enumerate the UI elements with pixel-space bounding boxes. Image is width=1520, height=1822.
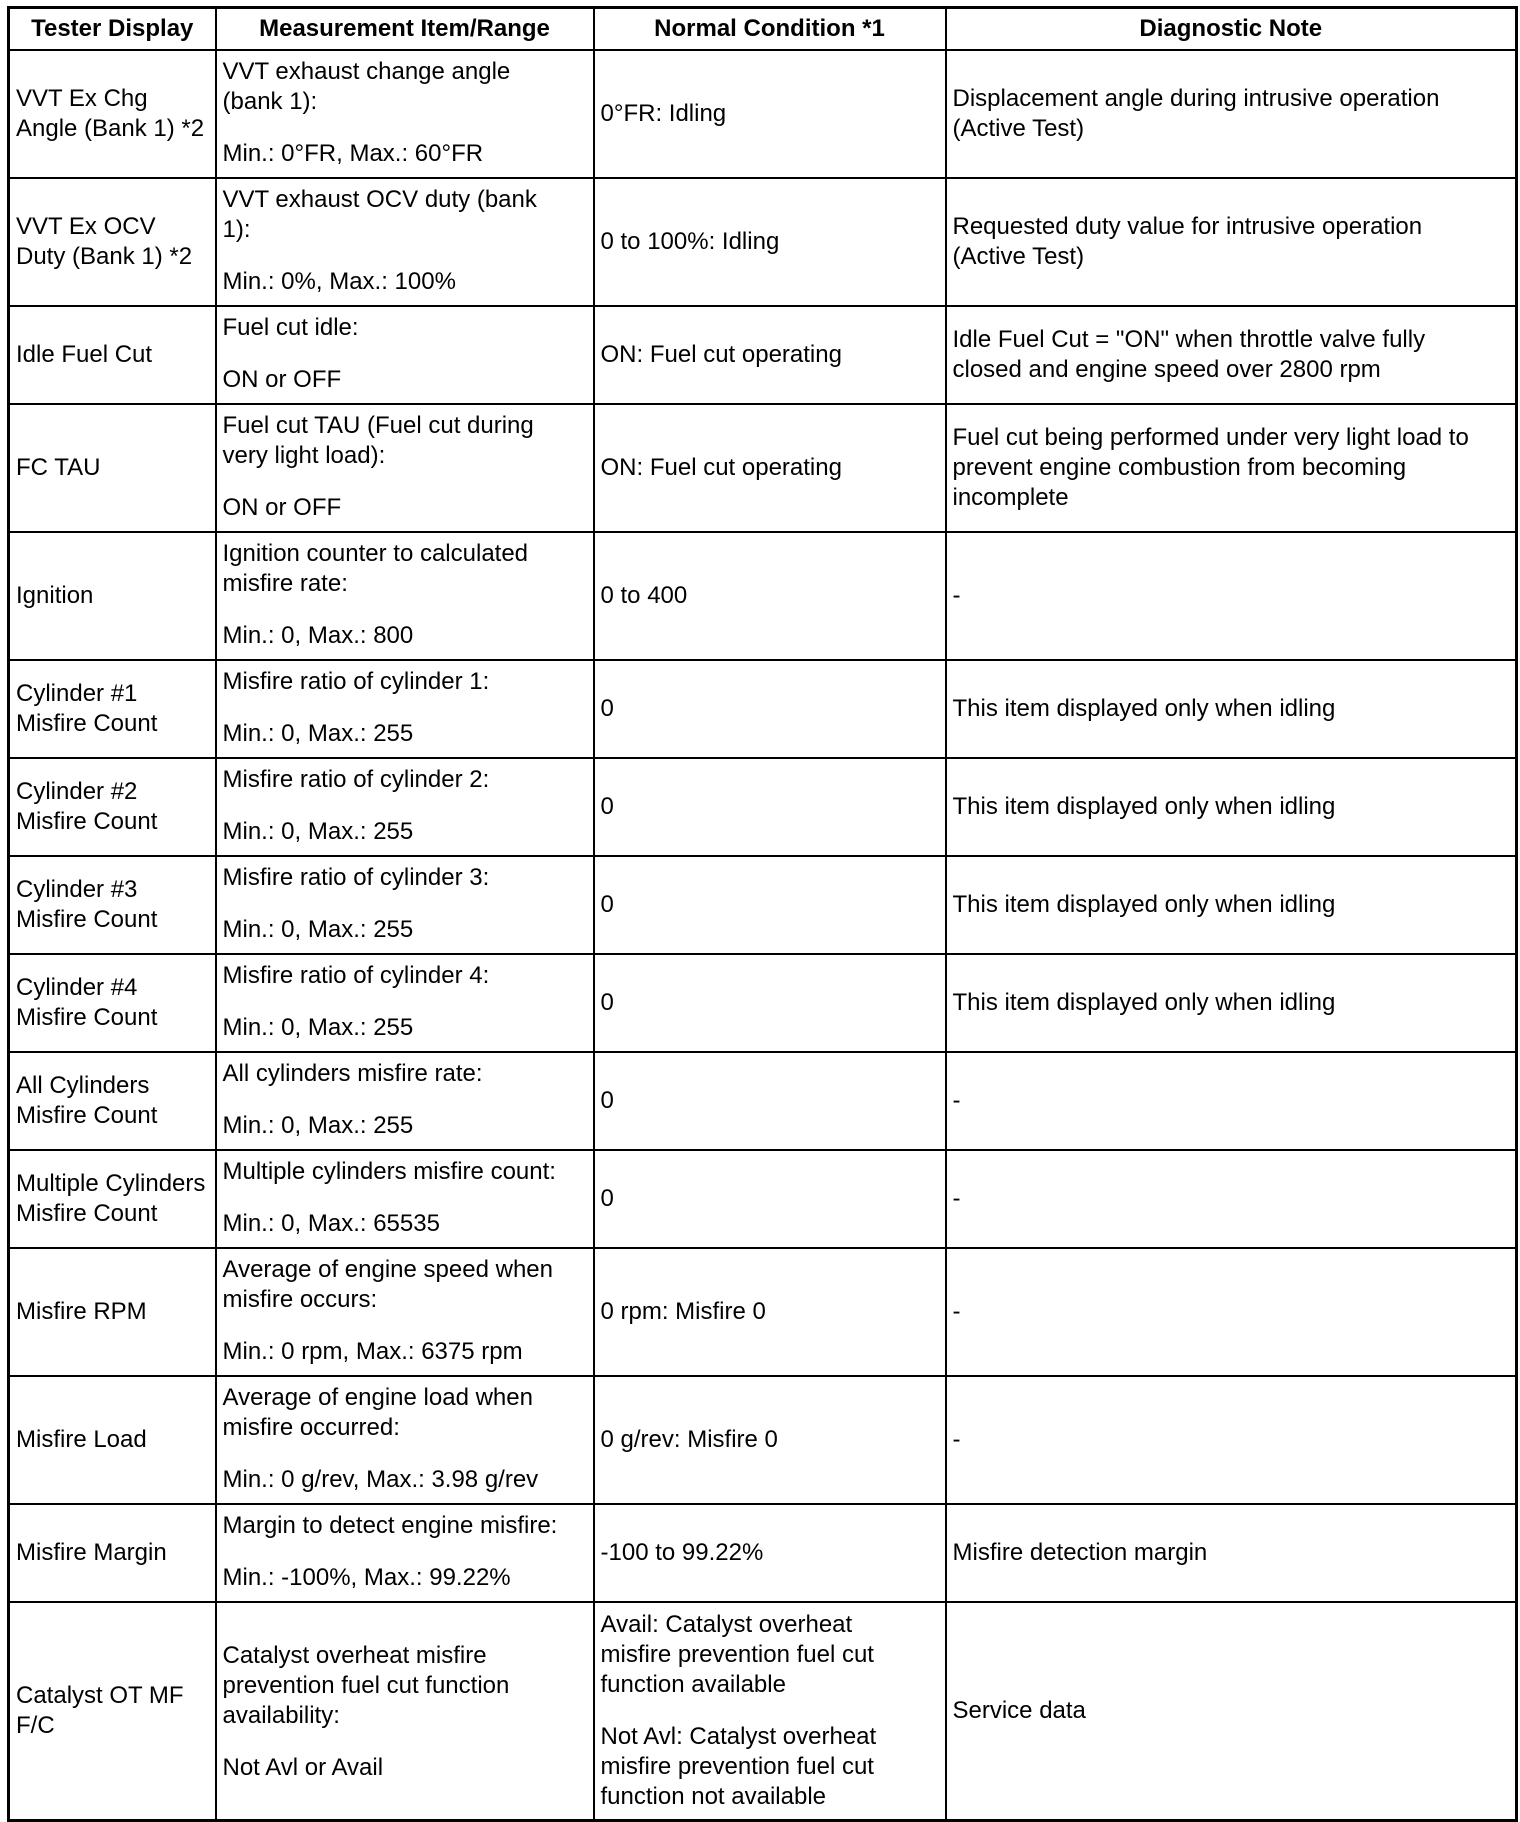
measurement-cell [216,1504,594,1602]
measurement-range: Min.: 0, Max.: 65535 [222,1210,440,1237]
measurement-range: Min.: 0, Max.: 255 [222,916,414,943]
table-row [9,532,1517,660]
diagnostic-note-cell: - [946,1052,1517,1150]
normal-condition-cell: 0 to 100%: Idling [594,178,946,306]
header-tester-display: Tester Display [9,8,216,51]
measurement-range: Min.: 0, Max.: 255 [222,1014,414,1041]
diagnostic-note-cell: Fuel cut being performed under very light load to prevent engine combustion from becoming incomplete [946,404,1517,532]
measurement-range: Min.: 0, Max.: 800 [222,622,414,649]
measurement-cell [216,50,594,178]
table-row [9,1052,1517,1150]
tester-display-cell: Misfire Load [9,1376,216,1504]
measurement-description: Fuel cut idle: [222,314,359,341]
normal-condition-cell: 0 rpm: Misfire 0 [594,1248,946,1376]
normal-condition-avail: Avail: Catalyst overheat misfire prevention fuel cut function available [600,1610,874,1698]
measurement-cell [216,178,594,306]
measurement-description: Ignition counter to calculated misfire rate: [222,540,529,597]
normal-condition-cell: 0 [594,758,946,856]
measurement-range: Min.: 0%, Max.: 100% [222,268,456,295]
measurement-description: Multiple cylinders misfire count: [222,1158,556,1185]
tester-display-cell: All Cylinders Misfire Count [9,1052,216,1150]
normal-condition-cell: 0°FR: Idling [594,50,946,178]
measurement-range: ON or OFF [222,366,342,393]
measurement-cell [216,1376,594,1504]
measurement-cell [216,306,594,404]
diagnostic-note-cell: Requested duty value for intrusive operation (Active Test) [946,178,1517,306]
measurement-cell [216,1602,594,1820]
table-row [9,1376,1517,1504]
measurement-range: Min.: 0 g/rev, Max.: 3.98 g/rev [222,1466,539,1493]
table-header-row [9,8,1517,51]
diagnostic-note-cell: Idle Fuel Cut = "ON" when throttle valve fully closed and engine speed over 2800 rpm [946,306,1517,404]
diagnostic-note-cell: Displacement angle during intrusive operation (Active Test) [946,50,1517,178]
diagnostic-note-cell: - [946,1150,1517,1248]
tester-display-cell: Cylinder #1 Misfire Count [9,660,216,758]
tester-display-cell: Ignition [9,532,216,660]
header-diagnostic-note: Diagnostic Note [946,8,1517,51]
measurement-cell [216,404,594,532]
tester-data-table [7,6,1518,1822]
tester-display-cell: Catalyst OT MF F/C [9,1602,216,1820]
measurement-description: Catalyst overheat misfire prevention fuel cut function availability: [222,1641,510,1729]
normal-condition-cell: 0 g/rev: Misfire 0 [594,1376,946,1504]
table-row [9,758,1517,856]
tester-display-cell: Idle Fuel Cut [9,306,216,404]
measurement-description: All cylinders misfire rate: [222,1060,483,1087]
table-row [9,306,1517,404]
measurement-cell [216,1248,594,1376]
tester-display-cell: VVT Ex Chg Angle (Bank 1) *2 [9,50,216,178]
tester-display-cell: Multiple Cylinders Misfire Count [9,1150,216,1248]
diagnostic-note-cell: - [946,532,1517,660]
measurement-description: Margin to detect engine misfire: [222,1512,558,1539]
tester-display-cell: Misfire RPM [9,1248,216,1376]
normal-condition-cell [594,1602,946,1820]
normal-condition-cell: 0 [594,954,946,1052]
measurement-description: Misfire ratio of cylinder 2: [222,766,490,793]
diagnostic-note-cell: This item displayed only when idling [946,954,1517,1052]
measurement-range: Min.: -100%, Max.: 99.22% [222,1564,511,1591]
normal-condition-cell: 0 [594,660,946,758]
measurement-range: Min.: 0 rpm, Max.: 6375 rpm [222,1338,523,1365]
measurement-cell [216,532,594,660]
diagnostic-note-cell: This item displayed only when idling [946,856,1517,954]
measurement-range: Min.: 0°FR, Max.: 60°FR [222,140,484,167]
tester-display-cell: Cylinder #3 Misfire Count [9,856,216,954]
tester-display-cell: Misfire Margin [9,1504,216,1602]
normal-condition-cell: 0 to 400 [594,532,946,660]
table-row [9,1150,1517,1248]
measurement-range: Not Avl or Avail [222,1753,384,1781]
normal-condition-cell: -100 to 99.22% [594,1504,946,1602]
table-row [9,1602,1517,1820]
normal-condition-cell: 0 [594,856,946,954]
normal-condition-cell: 0 [594,1052,946,1150]
table-row [9,856,1517,954]
measurement-description: Misfire ratio of cylinder 3: [222,864,490,891]
diagnostic-note-cell: Misfire detection margin [946,1504,1517,1602]
measurement-description: VVT exhaust change angle (bank 1): [222,58,511,115]
tester-display-cell: VVT Ex OCV Duty (Bank 1) *2 [9,178,216,306]
header-normal-condition: Normal Condition *1 [594,8,946,51]
measurement-description: Misfire ratio of cylinder 4: [222,962,490,989]
measurement-range: ON or OFF [222,494,342,521]
diagnostic-note-cell: - [946,1376,1517,1504]
measurement-description: Misfire ratio of cylinder 1: [222,668,490,695]
tester-display-cell: FC TAU [9,404,216,532]
measurement-description: Average of engine load when misfire occurred: [222,1384,533,1441]
table-row [9,50,1517,178]
measurement-range: Min.: 0, Max.: 255 [222,818,414,845]
table-row [9,404,1517,532]
measurement-cell [216,954,594,1052]
table-row [9,954,1517,1052]
table-row [9,178,1517,306]
measurement-cell [216,856,594,954]
measurement-description: VVT exhaust OCV duty (bank 1): [222,186,537,243]
normal-condition-cell: ON: Fuel cut operating [594,404,946,532]
diagnostic-note-cell: - [946,1248,1517,1376]
tester-display-cell: Cylinder #2 Misfire Count [9,758,216,856]
measurement-cell [216,758,594,856]
measurement-range: Min.: 0, Max.: 255 [222,720,414,747]
diagnostic-note-cell: This item displayed only when idling [946,660,1517,758]
tester-display-cell: Cylinder #4 Misfire Count [9,954,216,1052]
measurement-cell [216,1052,594,1150]
header-measurement-item-range: Measurement Item/Range [216,8,594,51]
measurement-description: Fuel cut TAU (Fuel cut during very light load): [222,412,534,469]
normal-condition-cell: 0 [594,1150,946,1248]
measurement-description: Average of engine speed when misfire occurs: [222,1256,553,1313]
measurement-range: Min.: 0, Max.: 255 [222,1112,414,1139]
measurement-cell [216,660,594,758]
table-row [9,1504,1517,1602]
normal-condition-not-avail: Not Avl: Catalyst overheat misfire prevention fuel cut function not available [600,1722,877,1810]
diagnostic-note-cell: This item displayed only when idling [946,758,1517,856]
measurement-cell [216,1150,594,1248]
diagnostic-note-cell: Service data [946,1602,1517,1820]
normal-condition-cell: ON: Fuel cut operating [594,306,946,404]
table-row [9,660,1517,758]
table-row [9,1248,1517,1376]
